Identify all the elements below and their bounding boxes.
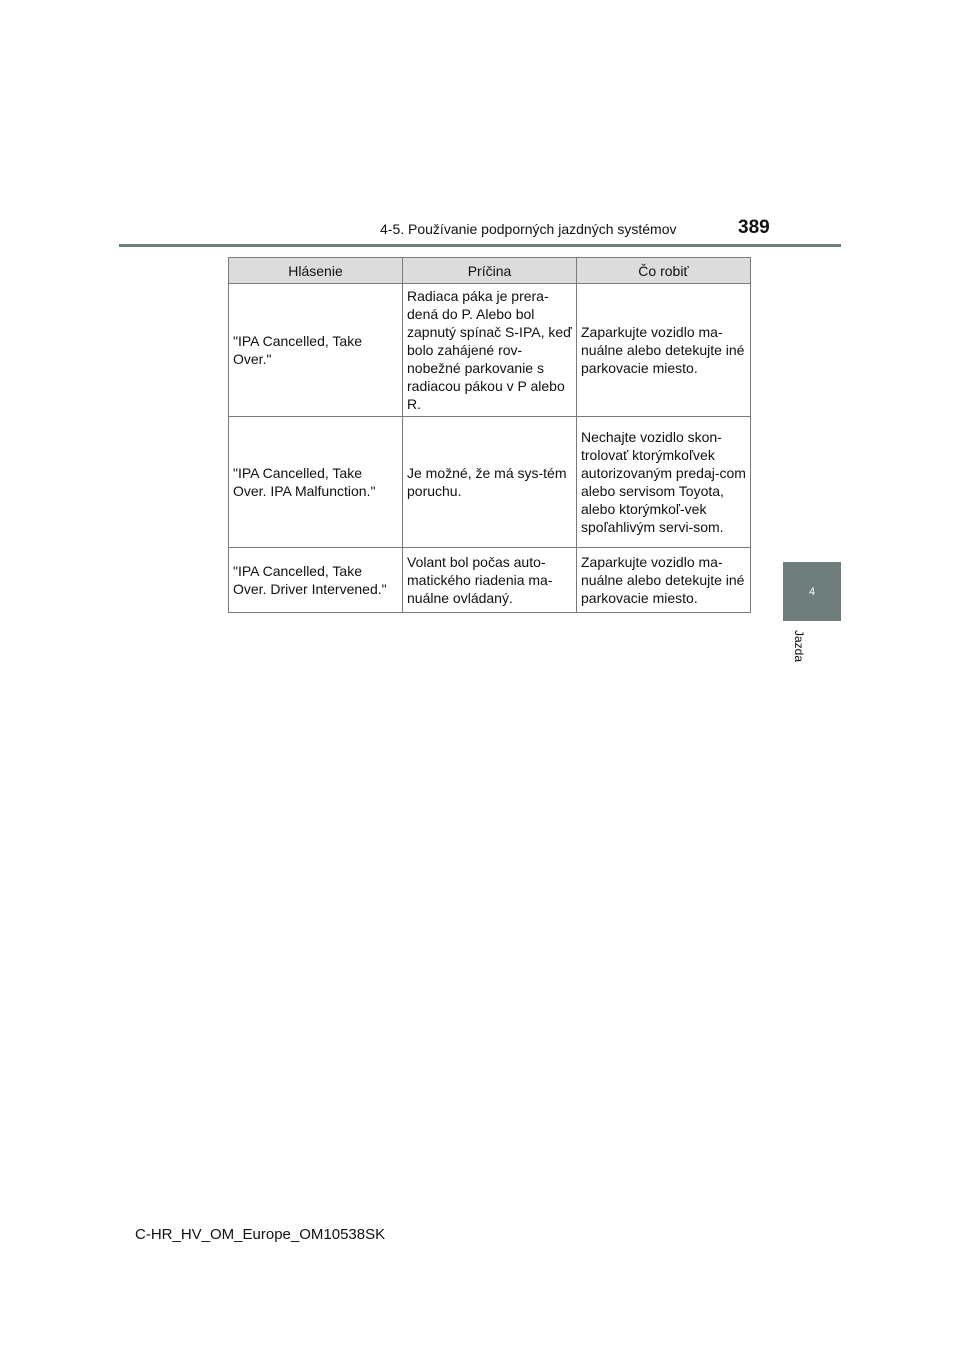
chapter-number: 4: [808, 585, 816, 598]
column-header-action: Čo robiť: [577, 258, 751, 284]
column-header-message: Hlásenie: [229, 258, 403, 284]
table-header-row: [229, 258, 751, 284]
cause-cell: Volant bol počas auto-matického riadenia ma-nuálne ovládaný.: [403, 548, 577, 613]
message-cell: "IPA Cancelled, Take Over. Driver Intervened.": [229, 548, 403, 613]
message-cell: "IPA Cancelled, Take Over. IPA Malfunction.": [229, 417, 403, 548]
table-row: [229, 417, 751, 548]
cause-cell: Je možné, že má sys-tém poruchu.: [403, 417, 577, 548]
document-code: C-HR_HV_OM_Europe_OM10538SK: [135, 1226, 386, 1243]
message-cell: "IPA Cancelled, Take Over.": [229, 284, 403, 417]
header-divider: [119, 244, 841, 247]
chapter-tab: [783, 562, 841, 621]
message-table: [228, 257, 751, 613]
section-title: 4-5. Používanie podporných jazdných systémov: [380, 221, 677, 237]
table-row: [229, 284, 751, 417]
column-header-cause: Príčina: [403, 258, 577, 284]
chapter-label: Jazda: [792, 630, 806, 663]
table-row: [229, 548, 751, 613]
action-cell: Zaparkujte vozidlo ma-nuálne alebo detekujte iné parkovacie miesto.: [577, 548, 751, 613]
action-cell: Zaparkujte vozidlo ma-nuálne alebo detekujte iné parkovacie miesto.: [577, 284, 751, 417]
page-number: 389: [738, 217, 770, 238]
cause-cell: Radiaca páka je prera-dená do P. Alebo bol zapnutý spínač S-IPA, keď bolo zahájené rov-nobežné parkovanie s radiacou pákou v P alebo R.: [403, 284, 577, 417]
action-cell: Nechajte vozidlo skon-trolovať ktorýmkoľvek autorizovaným predaj-com alebo servisom Toyota, alebo ktorýmkoľ-vek spoľahlivým servi-som.: [577, 417, 751, 548]
